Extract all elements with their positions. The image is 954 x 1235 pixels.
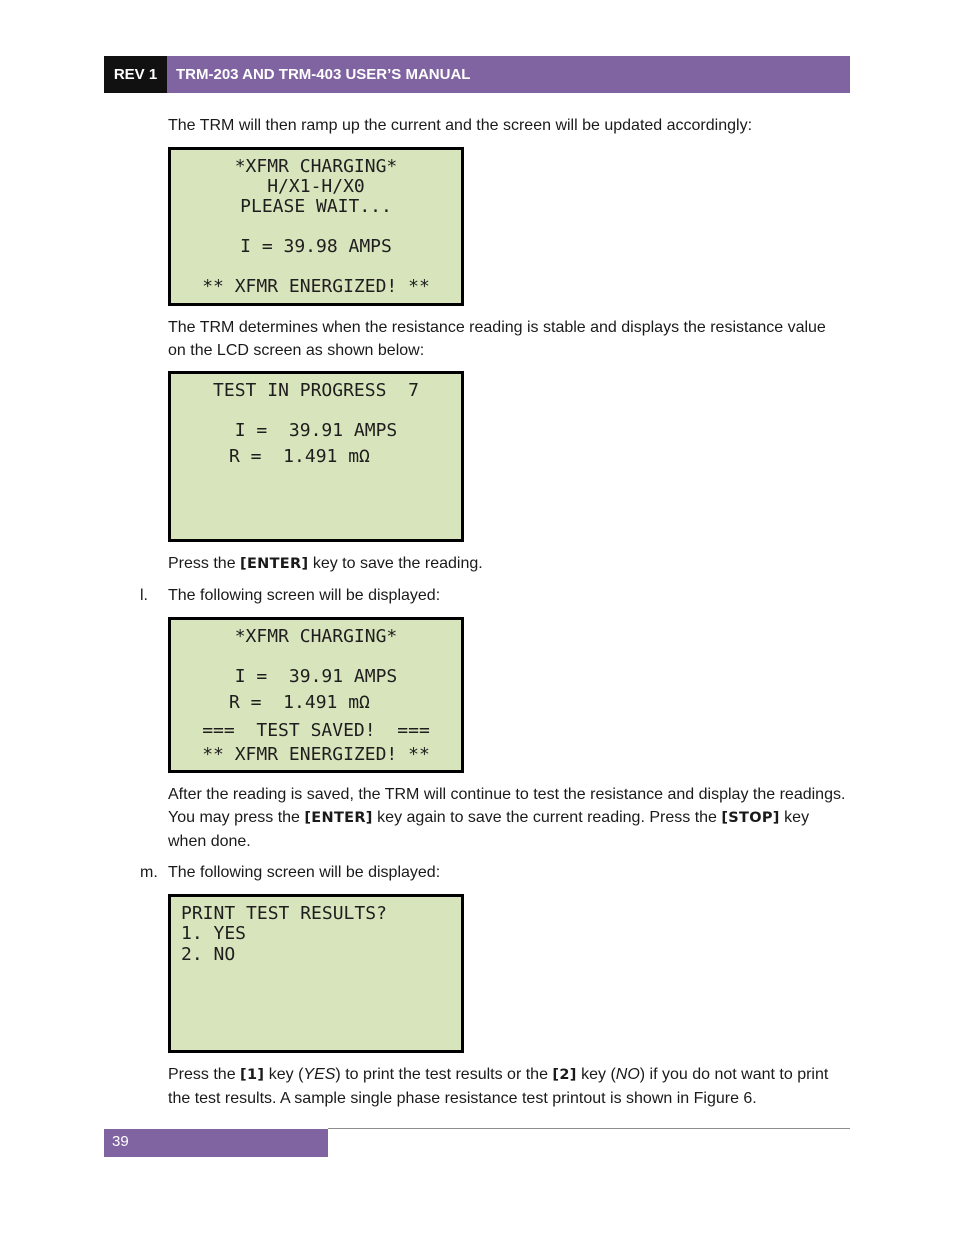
revision-label: REV 1 (104, 56, 167, 93)
enter-key-label: [ENTER] (304, 810, 373, 826)
list-marker-l: l. (140, 587, 148, 604)
lcd-line: R = 1.491 mΩ (229, 692, 370, 713)
text: key again to save the current reading. Press the (372, 809, 722, 826)
paragraph-press-enter (168, 552, 848, 576)
list-item-m-text: The following screen will be displayed: (168, 864, 441, 881)
text: ) to print the test results or the (335, 1066, 553, 1083)
no-text: NO (615, 1066, 640, 1083)
text: ) if you do not want to print the test results. A sample single phase resistance test printout is shown in Figure 6. (168, 1066, 829, 1107)
lcd-line: H/X1-H/X0 (267, 176, 365, 197)
lcd-screen-test-in-progress (168, 371, 464, 542)
paragraph-print-choice (168, 1063, 848, 1110)
lcd-line: I = 39.91 AMPS (234, 420, 398, 441)
lcd-line: R = 1.491 mΩ (229, 446, 370, 467)
lcd-screen-charging (168, 147, 464, 306)
paragraph-after-saved (168, 783, 848, 853)
text: Press the (168, 1066, 241, 1083)
yes-text: YES (303, 1066, 336, 1083)
page-number: 39 (104, 1129, 328, 1157)
list-marker-m: m. (140, 864, 158, 881)
text: key when done. (168, 809, 810, 850)
stop-key-label: [STOP] (721, 810, 780, 826)
lcd-line: I = 39.98 AMPS (240, 236, 392, 257)
text: After the reading is saved, the TRM will continue to test the resistance and display the readings. You may press the (168, 786, 846, 826)
text: key ( (576, 1066, 616, 1083)
text: key to save the reading. (308, 555, 483, 572)
lcd-line: *XFMR CHARGING* (234, 626, 398, 647)
text: Press the (168, 555, 241, 572)
paragraph-ramp-up: The TRM will then ramp up the current and the screen will be updated accordingly: (168, 117, 753, 134)
lcd-line: I = 39.91 AMPS (234, 666, 398, 687)
lcd-line: *XFMR CHARGING* (234, 156, 398, 177)
footer-divider (328, 1128, 850, 1129)
lcd-screen-print-results (168, 894, 464, 1053)
lcd-line: ** XFMR ENERGIZED! ** (202, 276, 430, 297)
lcd-line: PLEASE WAIT... (240, 196, 392, 217)
lcd-line: TEST IN PROGRESS 7 (213, 380, 419, 401)
lcd-line: 2. NO (181, 944, 236, 965)
list-item-l-text: The following screen will be displayed: (168, 587, 441, 604)
lcd-line: === TEST SAVED! === (202, 720, 430, 741)
lcd-line: PRINT TEST RESULTS? (181, 903, 387, 924)
lcd-line: ** XFMR ENERGIZED! ** (202, 744, 430, 765)
lcd-screen-test-saved (168, 617, 464, 773)
enter-key-label: [ENTER] (240, 556, 309, 572)
manual-title: TRM-203 AND TRM-403 USER’S MANUAL (167, 56, 850, 93)
lcd-line: 1. YES (181, 923, 247, 944)
key-2-label: [2] (552, 1067, 577, 1083)
page-header (104, 56, 850, 93)
text: key ( (264, 1066, 304, 1083)
paragraph-resistance-stable: The TRM determines when the resistance reading is stable and displays the resistance value on the LCD screen as shown below: (168, 319, 826, 359)
key-1-label: [1] (240, 1067, 265, 1083)
